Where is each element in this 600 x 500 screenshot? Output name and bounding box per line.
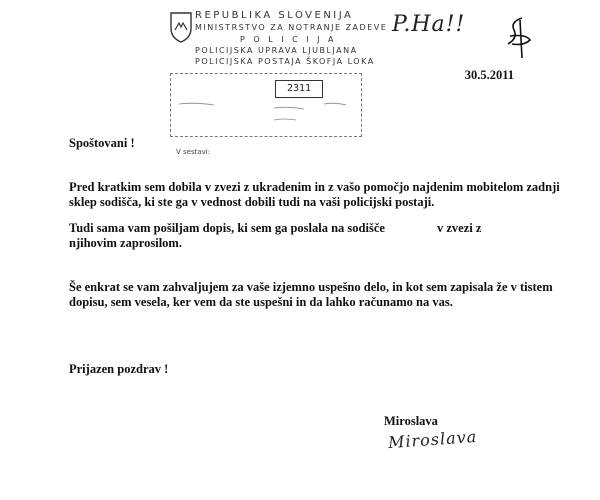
paragraph-2-line-1a: Tudi sama vam pošiljam dopis, ki sem ga poslala na sodišče (69, 221, 385, 235)
stamp-line-4: POLICIJSKA UPRAVA LJUBLJANA (195, 46, 358, 55)
stamp-footer: V sestavi: (176, 148, 211, 156)
greeting: Spoštovani ! (69, 136, 135, 150)
handwritten-signature: Miroslava (387, 426, 478, 453)
initials-scribble-icon (500, 14, 540, 64)
paragraph-2-line-2: njihovim zaprosilom. (69, 236, 182, 250)
paragraph-3-line-2: dopisu, sem vesela, ker vem da ste uspešni in da lahko računamo na vas. (69, 295, 453, 309)
stamp-line-5: POLICIJSKA POSTAJA ŠKOFJA LOKA (195, 57, 375, 66)
paragraph-1-line-1: Pred kratkim sem dobila v zvezi z ukradenim in z vašo pomočjo najdenim mobitelom zadnji (69, 180, 560, 194)
stamp-line-1: REPUBLIKA SLOVENIJA (195, 10, 354, 21)
paragraph-1-line-2: sklep sodišča, ki ste ga v vednost dobili tudi na vaši policijski postaji. (69, 195, 435, 209)
paragraph-3-line-1: Še enkrat se vam zahvaljujem za vaše izjemno uspešno delo, in kot sem zapisala že v tistem (69, 280, 553, 294)
stamp-scribbles-icon (174, 98, 354, 138)
paragraph-2-line-1b: v zvezi z (437, 221, 482, 235)
letter-date: 30.5.2011 (464, 68, 514, 82)
sender-name: Miroslava (384, 414, 438, 428)
stamp-line-2: MINISTRSTVO ZA NOTRANJE ZADEVE (195, 23, 388, 32)
coat-of-arms-icon (168, 10, 194, 44)
stamp-number: 2311 (275, 80, 323, 98)
stamp-line-3: P O L I C I J A (240, 35, 337, 44)
closing-salutation: Prijazen pozdrav ! (69, 362, 169, 376)
handwritten-note: P.Ha!! (392, 12, 466, 37)
police-stamp (160, 8, 388, 158)
